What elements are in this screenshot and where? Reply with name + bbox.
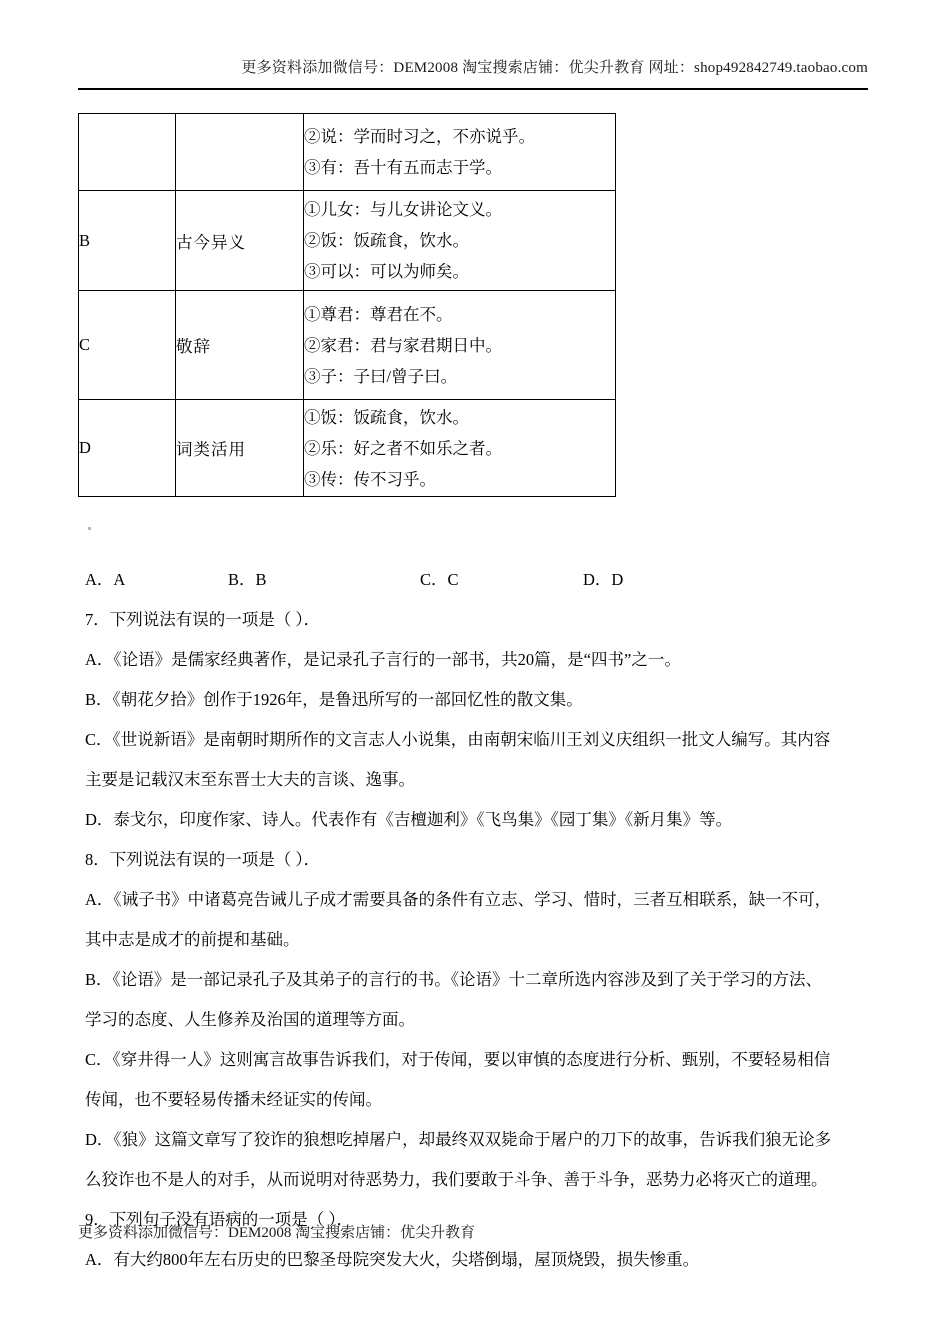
example-item: ①尊君：尊君在不。 — [304, 304, 453, 324]
row-category: 敬辞 — [176, 291, 304, 400]
row-examples — [304, 400, 616, 497]
answer-choice-b[interactable]: B．B — [228, 570, 267, 589]
option-text: B．《论语》是一部记录孔子及其弟子的言行的书。《论语》十二章所选内容涉及到了关于学习的方法、 — [85, 970, 823, 989]
example-item: ③传：传不习乎。 — [304, 469, 436, 489]
example-item: ①儿女：与儿女讲论文义。 — [304, 200, 502, 219]
option-text: D．《狼》这篇文章写了狡诈的狼想吃掉屠户，却最终双双毙命于屠户的刀下的故事，告诉我们狼无论多 — [85, 1130, 832, 1149]
question-7-option-b[interactable] — [78, 680, 878, 720]
answer-choice-c[interactable]: C．C — [420, 570, 459, 589]
example-item: ③有：吾十有五而志于学。 — [304, 158, 502, 177]
answer-choice-row — [78, 560, 878, 600]
option-text: A．《论语》是儒家经典著作，是记录孔子言行的一部书，共20篇，是“四书”之一。 — [85, 650, 681, 669]
table-row — [79, 191, 616, 291]
page-footer — [78, 1222, 475, 1244]
example-item: ②饭：饭疏食，饮水。 — [304, 231, 469, 250]
example-item: ②家君：君与家君期日中。 — [304, 335, 502, 355]
option-text-continued: 其中志是成才的前提和基础。 — [85, 930, 300, 949]
question-stem-7: 7．下列说法有误的一项是（ ）． — [85, 610, 321, 629]
option-text-continued: 主要是记载汉末至东晋士大夫的言谈、逸事。 — [85, 770, 415, 789]
stray-mark — [88, 527, 91, 530]
row-option-label — [79, 114, 176, 191]
question-8-option-d[interactable] — [78, 1120, 878, 1200]
option-text: A．有大约800年左右历史的巴黎圣母院突发大火，尖塔倒塌，屋顶烧毁，损失惨重。 — [85, 1250, 700, 1269]
answer-choice-d[interactable]: D．D — [583, 570, 624, 589]
row-option-label: C — [79, 291, 176, 400]
row-examples — [304, 114, 616, 191]
row-option-label: D — [79, 400, 176, 497]
table-row — [79, 291, 616, 400]
option-text-continued: 传闻，也不要轻易传播未经证实的传闻。 — [85, 1090, 382, 1109]
example-item: ②乐：好之者不如乐之者。 — [304, 438, 502, 458]
question-8-option-c[interactable] — [78, 1040, 878, 1120]
option-text-continued: 么狡诈也不是人的对手，从而说明对待恶势力，我们要敢于斗争、善于斗争，恶势力必将灭亡的道理。 — [85, 1170, 828, 1189]
option-text-continued: 学习的态度、人生修养及治国的道理等方面。 — [85, 1010, 415, 1029]
classification-table — [78, 113, 616, 497]
option-text: C．《世说新语》是南朝时期所作的文言志人小说集，由南朝宋临川王刘义庆组织一批文人编写。其内容 — [85, 730, 831, 749]
table-row — [79, 114, 616, 191]
row-category: 古今异义 — [176, 191, 304, 291]
option-text: D．泰戈尔，印度作家、诗人。代表作有《吉檀迦利》《飞鸟集》《园丁集》《新月集》等。 — [85, 810, 733, 829]
option-text: B．《朝花夕拾》创作于1926年，是鲁迅所写的一部回忆性的散文集。 — [85, 690, 583, 709]
page-header — [78, 58, 868, 78]
question-9-option-a[interactable] — [78, 1240, 878, 1280]
example-item: ③子：子曰/曾子曰。 — [304, 366, 458, 386]
row-examples — [304, 191, 616, 291]
question-8-option-b[interactable] — [78, 960, 878, 1040]
page-header-text: 更多资料添加微信号：DEM2008 淘宝搜索店铺：优尖升教育 网址：shop492842749.taobao.com — [241, 60, 868, 76]
example-item: ①饭：饭疏食，饮水。 — [304, 407, 469, 427]
question-7-option-a[interactable] — [78, 640, 878, 680]
table-row — [79, 400, 616, 497]
question-stem-9: 9．下列句子没有语病的一项是（ ）． — [85, 1210, 354, 1229]
option-text: A．《诫子书》中诸葛亮告诫儿子成才需要具备的条件有立志、学习、惜时，三者互相联系，缺一不可， — [85, 890, 832, 909]
row-examples — [304, 291, 616, 400]
question-7-option-d[interactable] — [78, 800, 878, 840]
row-option-label: B — [79, 191, 176, 291]
question-stem-8: 8．下列说法有误的一项是（ ）． — [85, 850, 321, 869]
header-divider — [78, 88, 868, 90]
answer-choice-a[interactable]: A．A — [85, 570, 126, 589]
row-category: 词类活用 — [176, 400, 304, 497]
option-text: C．《穿井得一人》这则寓言故事告诉我们，对于传闻，要以审慎的态度进行分析、甄别，不要轻易相信 — [85, 1050, 831, 1069]
page-footer-text: 更多资料添加微信号：DEM2008 淘宝搜索店铺：优尖升教育 — [78, 1225, 476, 1241]
row-category — [176, 114, 304, 191]
question-8-option-a[interactable] — [78, 880, 878, 960]
question-7-option-c[interactable] — [78, 720, 878, 800]
example-item: ②说：学而时习之，不亦说乎。 — [304, 127, 535, 146]
example-item: ③可以：可以为师矣。 — [304, 262, 469, 281]
question-body — [78, 560, 878, 1280]
